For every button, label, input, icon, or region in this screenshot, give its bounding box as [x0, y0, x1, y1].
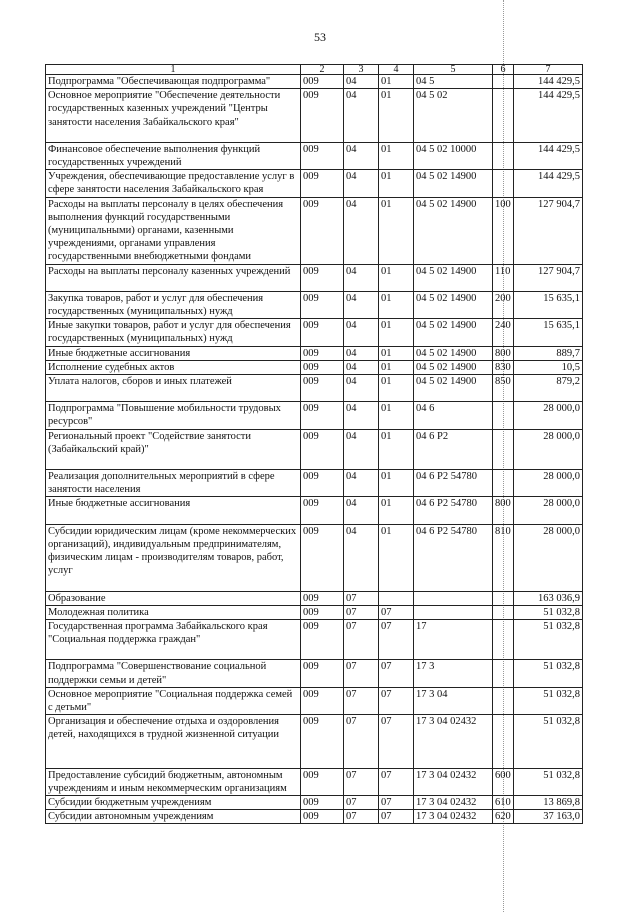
cell-sum: 28 000,0 [514, 524, 583, 591]
cell-vr: 850 [493, 375, 514, 402]
table-row [46, 619, 583, 659]
cell-vr [493, 89, 514, 143]
cell-rz: 04 [344, 142, 379, 169]
cell-adm: 009 [301, 360, 344, 374]
cell-vr: 800 [493, 497, 514, 524]
budget-table [45, 64, 583, 824]
table-row [46, 142, 583, 169]
cell-rz: 07 [344, 619, 379, 659]
cell-pr: 01 [379, 497, 414, 524]
cell-adm: 009 [301, 715, 344, 768]
cell-vr: 200 [493, 291, 514, 318]
cell-name: Подпрограмма "Повышение мобильности трудовых ресурсов" [46, 402, 301, 429]
cell-rz: 04 [344, 497, 379, 524]
cell-vr: 620 [493, 810, 514, 824]
cell-adm: 009 [301, 402, 344, 429]
cell-name: Закупка товаров, работ и услуг для обеспечения государственных (муниципальных) нужд [46, 291, 301, 318]
cell-vr: 610 [493, 795, 514, 809]
cell-name: Расходы на выплаты персоналу в целях обеспечения выполнения функций государственными (муниципальными) органами, казенными учреждениями, органами управления государственными внебюджетными фондами [46, 197, 301, 264]
cell-rz: 07 [344, 795, 379, 809]
cell-sum: 163 036,9 [514, 591, 583, 605]
table-row [46, 524, 583, 591]
cell-adm: 009 [301, 810, 344, 824]
cell-sum: 15 635,1 [514, 319, 583, 346]
cell-pr: 01 [379, 89, 414, 143]
cell-csr: 17 3 [414, 660, 493, 687]
cell-pr: 01 [379, 524, 414, 591]
cell-name: Субсидии юридическим лицам (кроме некоммерческих организаций), индивидуальным предпринимателям, физическим лицам - производителям товаров, работ, услуг [46, 524, 301, 591]
cell-pr: 01 [379, 197, 414, 264]
cell-sum: 127 904,7 [514, 264, 583, 291]
cell-sum: 889,7 [514, 346, 583, 360]
cell-csr: 04 5 02 14900 [414, 375, 493, 402]
cell-sum: 15 635,1 [514, 291, 583, 318]
cell-pr: 01 [379, 264, 414, 291]
cell-csr: 04 5 02 14900 [414, 319, 493, 346]
cell-vr [493, 591, 514, 605]
cell-adm: 009 [301, 170, 344, 197]
cell-name: Организация и обеспечение отдыха и оздоровления детей, находящихся в трудной жизненной ситуации [46, 715, 301, 768]
table-row [46, 291, 583, 318]
column-header: 4 [379, 65, 414, 75]
table-row [46, 264, 583, 291]
table-row [46, 75, 583, 89]
cell-vr: 830 [493, 360, 514, 374]
column-header: 2 [301, 65, 344, 75]
cell-csr: 04 5 [414, 75, 493, 89]
cell-adm: 009 [301, 291, 344, 318]
column-header: 5 [414, 65, 493, 75]
cell-csr: 04 5 02 [414, 89, 493, 143]
cell-rz: 04 [344, 524, 379, 591]
cell-csr: 17 3 04 [414, 687, 493, 714]
cell-adm: 009 [301, 264, 344, 291]
cell-sum: 144 429,5 [514, 170, 583, 197]
cell-sum: 37 163,0 [514, 810, 583, 824]
cell-pr: 07 [379, 660, 414, 687]
cell-name: Исполнение судебных актов [46, 360, 301, 374]
table-row [46, 687, 583, 714]
cell-name: Учреждения, обеспечивающие предоставление услуг в сфере занятости населения Забайкальского края [46, 170, 301, 197]
table-row [46, 605, 583, 619]
cell-vr [493, 142, 514, 169]
cell-adm: 009 [301, 619, 344, 659]
cell-csr: 04 5 02 14900 [414, 346, 493, 360]
cell-sum: 28 000,0 [514, 429, 583, 469]
cell-rz: 07 [344, 605, 379, 619]
cell-sum: 51 032,8 [514, 768, 583, 795]
cell-rz: 07 [344, 660, 379, 687]
cell-pr [379, 591, 414, 605]
cell-name: Основное мероприятие "Обеспечение деятельности государственных казенных учреждений "Центры занятости населения Забайкальского края" [46, 89, 301, 143]
cell-pr: 01 [379, 319, 414, 346]
cell-pr: 01 [379, 375, 414, 402]
cell-csr: 17 3 04 02432 [414, 768, 493, 795]
cell-csr: 17 3 04 02432 [414, 715, 493, 768]
cell-pr: 07 [379, 687, 414, 714]
cell-vr [493, 687, 514, 714]
cell-name: Подпрограмма "Совершенствование социальной поддержки семьи и детей" [46, 660, 301, 687]
table-row [46, 346, 583, 360]
table-row [46, 470, 583, 497]
cell-csr: 04 5 02 14900 [414, 264, 493, 291]
cell-csr: 04 6 P2 54780 [414, 497, 493, 524]
cell-name: Уплата налогов, сборов и иных платежей [46, 375, 301, 402]
cell-csr: 04 5 02 14900 [414, 197, 493, 264]
cell-name: Региональный проект "Содействие занятости (Забайкальский край)" [46, 429, 301, 469]
cell-adm: 009 [301, 768, 344, 795]
cell-name: Основное мероприятие "Социальная поддержка семей с детьми" [46, 687, 301, 714]
cell-adm: 009 [301, 497, 344, 524]
table-row [46, 197, 583, 264]
cell-rz: 07 [344, 768, 379, 795]
cell-vr: 240 [493, 319, 514, 346]
cell-csr [414, 591, 493, 605]
cell-pr: 01 [379, 360, 414, 374]
cell-sum: 51 032,8 [514, 687, 583, 714]
cell-pr: 01 [379, 170, 414, 197]
cell-adm: 009 [301, 375, 344, 402]
cell-vr [493, 470, 514, 497]
cell-pr: 07 [379, 795, 414, 809]
table-row [46, 591, 583, 605]
cell-csr: 04 5 02 14900 [414, 291, 493, 318]
table-row [46, 795, 583, 809]
cell-sum: 144 429,5 [514, 142, 583, 169]
cell-sum: 144 429,5 [514, 75, 583, 89]
cell-name: Образование [46, 591, 301, 605]
cell-pr: 01 [379, 75, 414, 89]
cell-name: Иные закупки товаров, работ и услуг для обеспечения государственных (муниципальных) нужд [46, 319, 301, 346]
cell-rz: 04 [344, 375, 379, 402]
cell-pr: 01 [379, 346, 414, 360]
cell-name: Молодежная политика [46, 605, 301, 619]
cell-pr: 07 [379, 715, 414, 768]
cell-adm: 009 [301, 660, 344, 687]
cell-vr: 110 [493, 264, 514, 291]
cell-csr: 04 5 02 14900 [414, 170, 493, 197]
cell-vr [493, 170, 514, 197]
cell-pr: 01 [379, 291, 414, 318]
cell-csr: 04 6 P2 [414, 429, 493, 469]
cell-adm: 009 [301, 197, 344, 264]
table-row [46, 429, 583, 469]
cell-rz: 07 [344, 810, 379, 824]
cell-name: Иные бюджетные ассигнования [46, 497, 301, 524]
cell-rz: 04 [344, 291, 379, 318]
cell-pr: 01 [379, 470, 414, 497]
cell-vr: 800 [493, 346, 514, 360]
cell-sum: 51 032,8 [514, 605, 583, 619]
cell-csr: 17 3 04 02432 [414, 795, 493, 809]
cell-sum: 51 032,8 [514, 660, 583, 687]
cell-adm: 009 [301, 142, 344, 169]
cell-rz: 04 [344, 360, 379, 374]
cell-name: Субсидии бюджетным учреждениям [46, 795, 301, 809]
cell-adm: 009 [301, 470, 344, 497]
column-header: 3 [344, 65, 379, 75]
cell-sum: 51 032,8 [514, 619, 583, 659]
cell-vr: 600 [493, 768, 514, 795]
cell-sum: 127 904,7 [514, 197, 583, 264]
cell-rz: 04 [344, 197, 379, 264]
cell-vr [493, 660, 514, 687]
cell-name: Государственная программа Забайкальского края "Социальная поддержка граждан" [46, 619, 301, 659]
cell-csr [414, 605, 493, 619]
cell-csr: 17 [414, 619, 493, 659]
cell-rz: 04 [344, 264, 379, 291]
cell-name: Иные бюджетные ассигнования [46, 346, 301, 360]
cell-rz: 04 [344, 319, 379, 346]
cell-csr: 04 6 P2 54780 [414, 470, 493, 497]
table-row [46, 170, 583, 197]
cell-name: Финансовое обеспечение выполнения функций государственных учреждений [46, 142, 301, 169]
cell-sum: 144 429,5 [514, 89, 583, 143]
cell-rz: 04 [344, 470, 379, 497]
cell-vr: 100 [493, 197, 514, 264]
cell-vr [493, 75, 514, 89]
cell-sum: 51 032,8 [514, 715, 583, 768]
cell-adm: 009 [301, 75, 344, 89]
cell-adm: 009 [301, 591, 344, 605]
cell-sum: 13 869,8 [514, 795, 583, 809]
cell-csr: 04 6 [414, 402, 493, 429]
cell-vr [493, 429, 514, 469]
cell-sum: 28 000,0 [514, 470, 583, 497]
cell-rz: 04 [344, 402, 379, 429]
cell-pr: 07 [379, 619, 414, 659]
page-number: 53 [314, 30, 326, 44]
table-row [46, 497, 583, 524]
cell-rz: 04 [344, 429, 379, 469]
cell-adm: 009 [301, 319, 344, 346]
table-row [46, 810, 583, 824]
cell-rz: 04 [344, 75, 379, 89]
cell-adm: 009 [301, 605, 344, 619]
cell-pr: 07 [379, 768, 414, 795]
column-header: 7 [514, 65, 583, 75]
budget-table-body [46, 75, 583, 824]
cell-pr: 01 [379, 402, 414, 429]
cell-name: Расходы на выплаты персоналу казенных учреждений [46, 264, 301, 291]
cell-pr: 01 [379, 142, 414, 169]
cell-csr: 04 5 02 14900 [414, 360, 493, 374]
cell-pr: 07 [379, 810, 414, 824]
table-row [46, 715, 583, 768]
table-row [46, 360, 583, 374]
cell-adm: 009 [301, 89, 344, 143]
cell-csr: 17 3 04 02432 [414, 810, 493, 824]
cell-name: Подпрограмма "Обеспечивающая подпрограмма" [46, 75, 301, 89]
table-row [46, 660, 583, 687]
cell-vr: 810 [493, 524, 514, 591]
table-row [46, 89, 583, 143]
column-header: 6 [493, 65, 514, 75]
cell-rz: 04 [344, 89, 379, 143]
budget-table-container [45, 64, 582, 824]
cell-sum: 10,5 [514, 360, 583, 374]
cell-adm: 009 [301, 429, 344, 469]
cell-vr [493, 402, 514, 429]
column-header: 1 [46, 65, 301, 75]
cell-name: Предоставление субсидий бюджетным, автономным учреждениям и иным некоммерческим организациям [46, 768, 301, 795]
cell-name: Реализация дополнительных мероприятий в сфере занятости населения [46, 470, 301, 497]
cell-csr: 04 6 P2 54780 [414, 524, 493, 591]
cell-vr [493, 619, 514, 659]
cell-sum: 28 000,0 [514, 497, 583, 524]
cell-csr: 04 5 02 10000 [414, 142, 493, 169]
cell-adm: 009 [301, 346, 344, 360]
table-row [46, 768, 583, 795]
cell-rz: 07 [344, 715, 379, 768]
cell-pr: 01 [379, 429, 414, 469]
cell-vr [493, 605, 514, 619]
cell-adm: 009 [301, 687, 344, 714]
table-row [46, 375, 583, 402]
cell-sum: 879,2 [514, 375, 583, 402]
table-row [46, 402, 583, 429]
cell-rz: 04 [344, 346, 379, 360]
cell-rz: 04 [344, 170, 379, 197]
cell-adm: 009 [301, 795, 344, 809]
cell-rz: 07 [344, 591, 379, 605]
cell-rz: 07 [344, 687, 379, 714]
cell-name: Субсидии автономным учреждениям [46, 810, 301, 824]
cell-pr: 07 [379, 605, 414, 619]
cell-adm: 009 [301, 524, 344, 591]
cell-vr [493, 715, 514, 768]
cell-sum: 28 000,0 [514, 402, 583, 429]
table-row [46, 319, 583, 346]
column-number-row [46, 65, 583, 75]
